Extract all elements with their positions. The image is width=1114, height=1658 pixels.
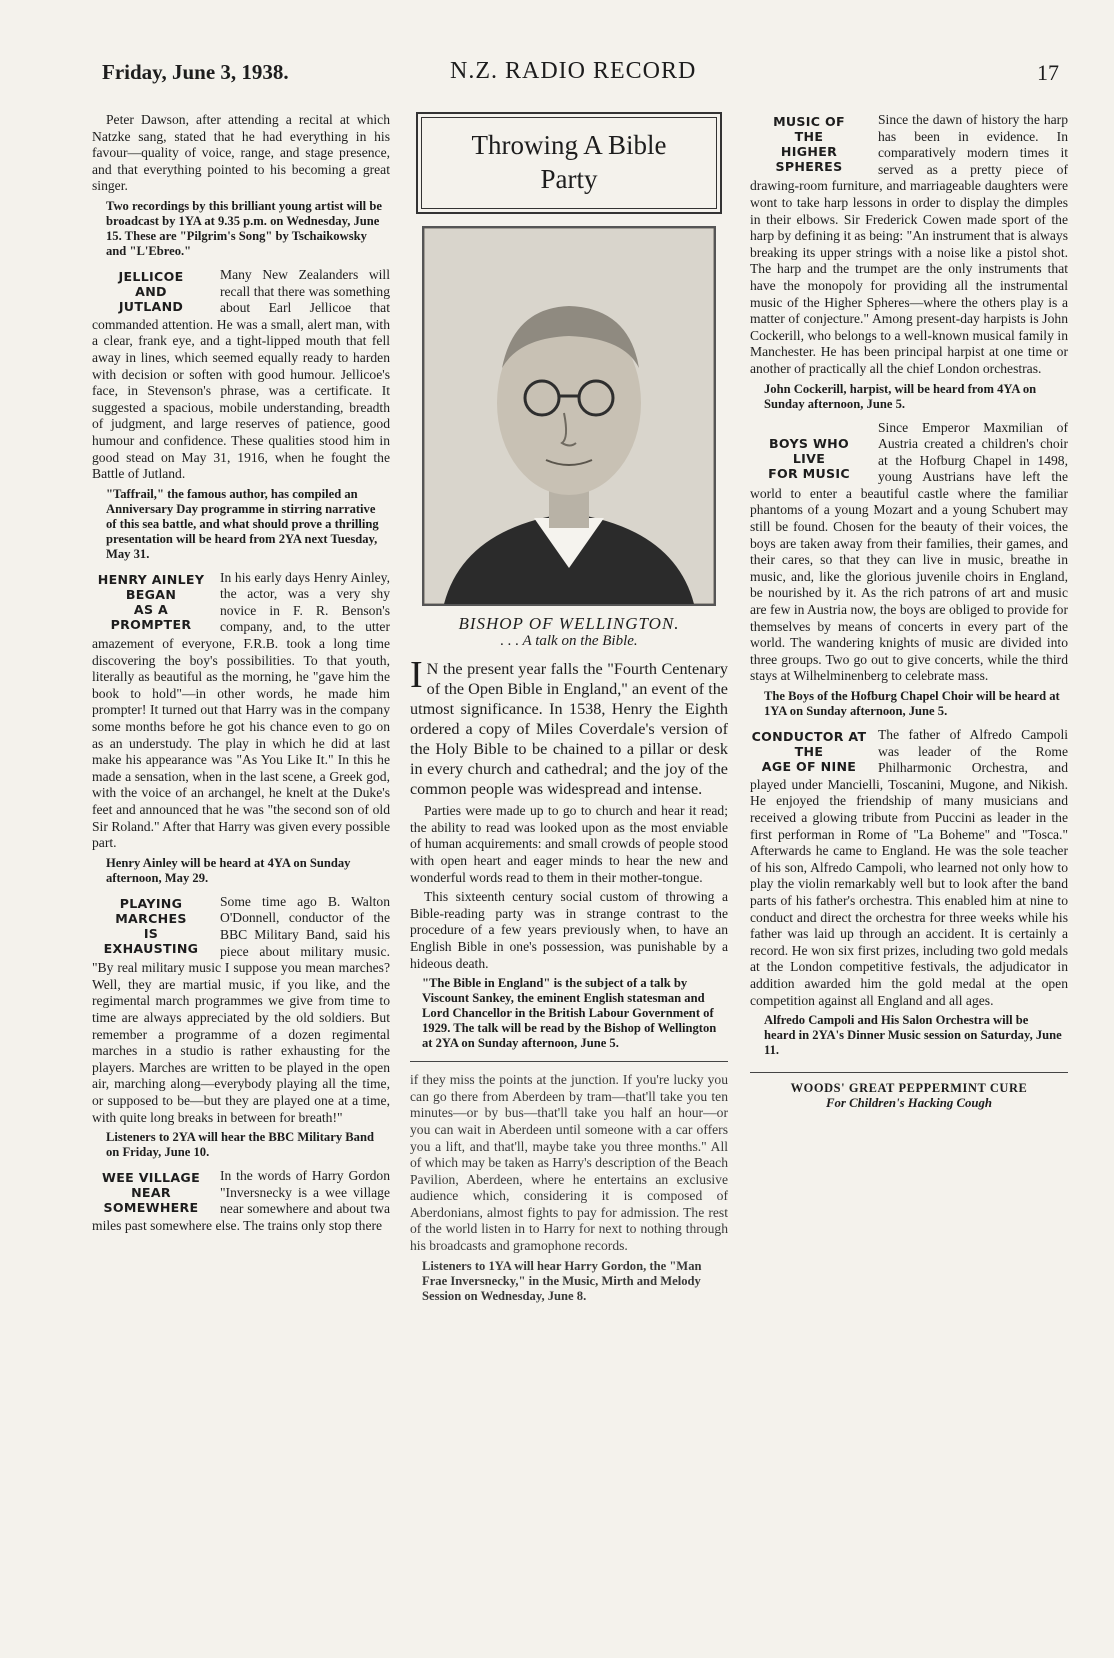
- marches-headline: PLAYING MARCHES IS EXHAUSTING: [103, 895, 199, 956]
- jellicoe-broadcast-note: "Taffrail," the famous author, has compiled an Anniversary Day programme in stirring narrative of this sea battle, and what should prove a thrilling presentation will be heard from 2YA next Tuesday, May 31.: [106, 486, 379, 561]
- boys-headline: BOYS WHO LIVE FOR MUSIC: [768, 435, 850, 481]
- bible-intro-text: N the present year falls the "Fourth Centenary of the Open Bible in England," an event of the utmost significance. In 1538, Henry the Eighth ordered a copy of Miles Coverdale's version of the Holy Bible to be chained to a pillar or desk in every church and cathedral; and the joy of the common people was widespread and intense.: [410, 660, 728, 799]
- caption-subtitle: . . . A talk on the Bible.: [500, 632, 638, 649]
- ainley-article: [92, 570, 390, 886]
- bishop-portrait-photo: [422, 226, 716, 606]
- jellicoe-headline: JELLICOE AND JUTLAND: [118, 268, 184, 314]
- natzke-broadcast-note: Two recordings by this brilliant young artist will be broadcast by 1YA at 9.35 p.m. on Wednesday, June 15. These are "Pilgrim's Song" by Tschaikowsky and "L'Ebreo.": [106, 198, 382, 258]
- natzke-paragraph: Peter Dawson, after attending a recital at which Natzke sang, stated that he had everything in his favour—quality of voice, range, and stage presence, and that everything pointed to his becoming a great singer.: [92, 112, 390, 194]
- bible-intro: [410, 654, 728, 799]
- marches-article: [92, 894, 390, 1160]
- caption-name: BISHOP OF WELLINGTON.: [458, 614, 680, 633]
- left-column: [92, 112, 390, 1237]
- center-column: [410, 112, 728, 1312]
- campoli-headline: CONDUCTOR AT THE AGE OF NINE: [751, 729, 867, 774]
- page-header: [0, 0, 1114, 100]
- village-broadcast-note: Listeners to 1YA will hear Harry Gordon, the "Man Frae Inversnecky," in the Music, Mirth and Melody Session on Wednesday, June 8.: [422, 1258, 702, 1303]
- harp-broadcast-note: John Cockerill, harpist, will be heard from 4YA on Sunday afternoon, June 5.: [764, 381, 1037, 411]
- village-paragraph: In the words of Harry Gordon "Inversnecky is a wee village near somewhere and about twa miles past somewhere else. The trains only stop there: [92, 1168, 390, 1233]
- jellicoe-paragraph: Many New Zealanders will recall that there was something about Earl Jellicoe that commanded attention. He was a small, alert man, with a clear, frank eye, and a tight-lipped mouth that fell away in lines, which seemed equally ready to harden with decision or soften with good humour. Jellicoe's face, in Stevenson's phrase, was a certificate. It suggested a spacious, mobile understanding, breadth of judgment, and large reserves of patience, good humour and confidence. These qualities stood him in good stead on May 31, 1916, when he fought the Battle of Jutland.: [92, 266, 390, 482]
- campoli-broadcast-note: Alfredo Campoli and His Salon Orchestra will be heard in 2YA's Dinner Music session on Saturday, June 11.: [764, 1013, 1062, 1058]
- drop-cap: I: [410, 654, 423, 697]
- portrait-caption: [410, 616, 728, 649]
- advert-divider: [750, 1072, 1068, 1073]
- bible-broadcast-note: "The Bible in England" is the subject of a talk by Viscount Sankey, the eminent English statesman and Lord Chancellor in the British Labour Government of 1929. The talk will be read by the Bishop of Wellington at 2YA on Sunday afternoon, June 5.: [422, 976, 717, 1051]
- village-continuation: if they miss the points at the junction. If you're lucky you can go there from Aberdeen by tram—that'll take you ten minutes—or by bus—that'll take you half an hour—or you can wait in Aberdeen until someone with a car offers you a lift, and that'll, maybe take you three months." All of which may be taken as Harry's description of the Beach Pavilion, Aberdeen, where he entertains an exclusive audience which, considering it is composed of Aberdonians, almost fights to pay for admission. The rest of the world listen in to Harry for next to nothing through his broadcasts and gramophone records.: [410, 1072, 728, 1254]
- campoli-article: [750, 727, 1068, 1058]
- ainley-broadcast-note: Henry Ainley will be heard at 4YA on Sunday afternoon, May 29.: [106, 855, 351, 885]
- village-headline: WEE VILLAGE NEAR SOMEWHERE: [102, 1170, 200, 1216]
- issue-date: Friday, June 3, 1938.: [102, 60, 289, 84]
- feature-title-box: [416, 112, 722, 214]
- ainley-paragraph: In his early days Henry Ainley, the actor, was a very shy novice in F. R. Benson's company, and, to the utter amazement of everyone, F.R.B. took a long time discovering the boy's possibilities. To that youth, literally as beautiful as the morning, he "gave him the book to hold"—in other words, he made him prompter! It turned out that Harry was in the company some months before he got his chance even to go on as an understudy. The play in which he did at last make his appearance was "As You Like It." In this he made a sensation, when in the last scene, a Greek god, with the voice of an archangel, he knelt at the Duke's feet and announced that he was "the second son of old Sir Roland." After that Harry was given every possible part.: [92, 569, 390, 851]
- publication-title: N.Z. RADIO RECORD: [450, 58, 697, 84]
- peppermint-cure-advert: [750, 1081, 1068, 1111]
- boys-paragraph: Since Emperor Maxmilian of Austria created a children's choir at the Hofburg Chapel in 1498, young Austrians have left the world to enter a beautiful castle where the familiar phantoms of a young Mozart and a young Schubert may still be found. Chosen for the beauty of their voices, the boys are taken away from their families, their games, and their cares, so that they can live in music, breathe in music, and, like the glorious juvenile choirs in England, be nourished by it. As the rich patrons of art and music are few in Austria now, the boys are obliged to provide for themselves by means of concerts in every part of the world. The wandering knights of music are divided into three groups. Two go out to give concerts, while the third stays at Wilhelminenberg to celebrate mass.: [750, 419, 1068, 684]
- harp-paragraph: Since the dawn of history the harp has been in evidence. In comparatively modern times it served as a pretty piece of drawing-room furniture, and marriageable daughters were wont to take harp lessons in order to display the dimples in their elbows. Sir Frederick Cowen made sport of the harp by defining it as being: "An instrument that is always breaking its upper strings with a noise like a pistol shot. The harp and the trumpet are the only instruments that have the monopoly for providing all the instrumental music of the Higher Spheres—where the others play is a matter of conjecture." Among present-day harpists is John Cockerill, who belongs to a well-known musical family in Manchester. He has been principal harpist at one time or another of practically all the chief London orchestras.: [750, 112, 1068, 376]
- page-number: 17: [1037, 60, 1059, 85]
- feature-title: Throwing A Bible Party: [421, 117, 717, 209]
- bible-paragraph-2: Parties were made up to go to church and hear it read; the ability to read was looked upon as the most enviable of human acquirements: and small crowds of people stood with open heart and eager minds to hear the new and wonderful words read to them in their mother-tongue.: [410, 803, 728, 885]
- boys-broadcast-note: The Boys of the Hofburg Chapel Choir will be heard at 1YA on Sunday afternoon, June 5.: [764, 689, 1060, 718]
- campoli-paragraph: The father of Alfredo Campoli was leader of the Rome Philharmonic Orchestra, and played under Mancielli, Toscanini, Mugone, and Nikish. He enjoyed the friendship of many musicians and received a glowing tribute from Puccini as leader in the first performan in Rome of "La Boheme" and "Tosca." Afterwards he came to England. He was the sole teacher of his son, Alfredo Campoli, who learned not only how to play the violin remarkably well but to look after the band parts of his father's orchestra. This enabled him at nine to conduct and direct the orchestra for three weeks while his father was laid up through an accident. It is certainly a record. He won six first prizes, including two gold medals at the London competitive festivals, the adjudicator in addition awarded him the gold medal at the open competition against all England and all ages.: [750, 727, 1068, 1008]
- harp-article: [750, 112, 1068, 412]
- village-article: [92, 1168, 390, 1234]
- bishop-portrait-illustration: [424, 228, 714, 604]
- marches-broadcast-note: Listeners to 2YA will hear the BBC Military Band on Friday, June 10.: [106, 1130, 374, 1160]
- right-column: [750, 112, 1068, 1111]
- section-divider: [410, 1061, 728, 1062]
- advert-subtitle: For Children's Hacking Cough: [825, 1096, 993, 1111]
- advert-title: WOODS' GREAT PEPPERMINT CURE: [790, 1081, 1028, 1096]
- ainley-headline: HENRY AINLEY BEGAN AS A PROMPTER: [97, 571, 205, 632]
- boys-article: [750, 420, 1068, 720]
- jellicoe-article: [92, 267, 390, 562]
- harp-headline: MUSIC OF THE HIGHER SPHERES: [773, 114, 845, 174]
- bible-paragraph-3: This sixteenth century social custom of throwing a Bible-reading party was in strange contrast to the procedure of a few years previously when, to have an English Bible in one's possession, was punishable by a hideous death.: [410, 889, 728, 971]
- marches-paragraph: Some time ago B. Walton O'Donnell, conductor of the BBC Military Band, said his piece about military music. "By real military music I suppose you mean marches? Well, they are martial music, if you like, and the regimental march programmes we give from time to time are always appreciated by the old soldiers. But remember a programme of a dozen regimental marches in a studio is rather exhausting for the players. Marches are written to be played in the open air, marching along—everybody playing all the time, or supposed to be—but they are played one at a time, with quite long breaks in between for breath!": [92, 893, 390, 1125]
